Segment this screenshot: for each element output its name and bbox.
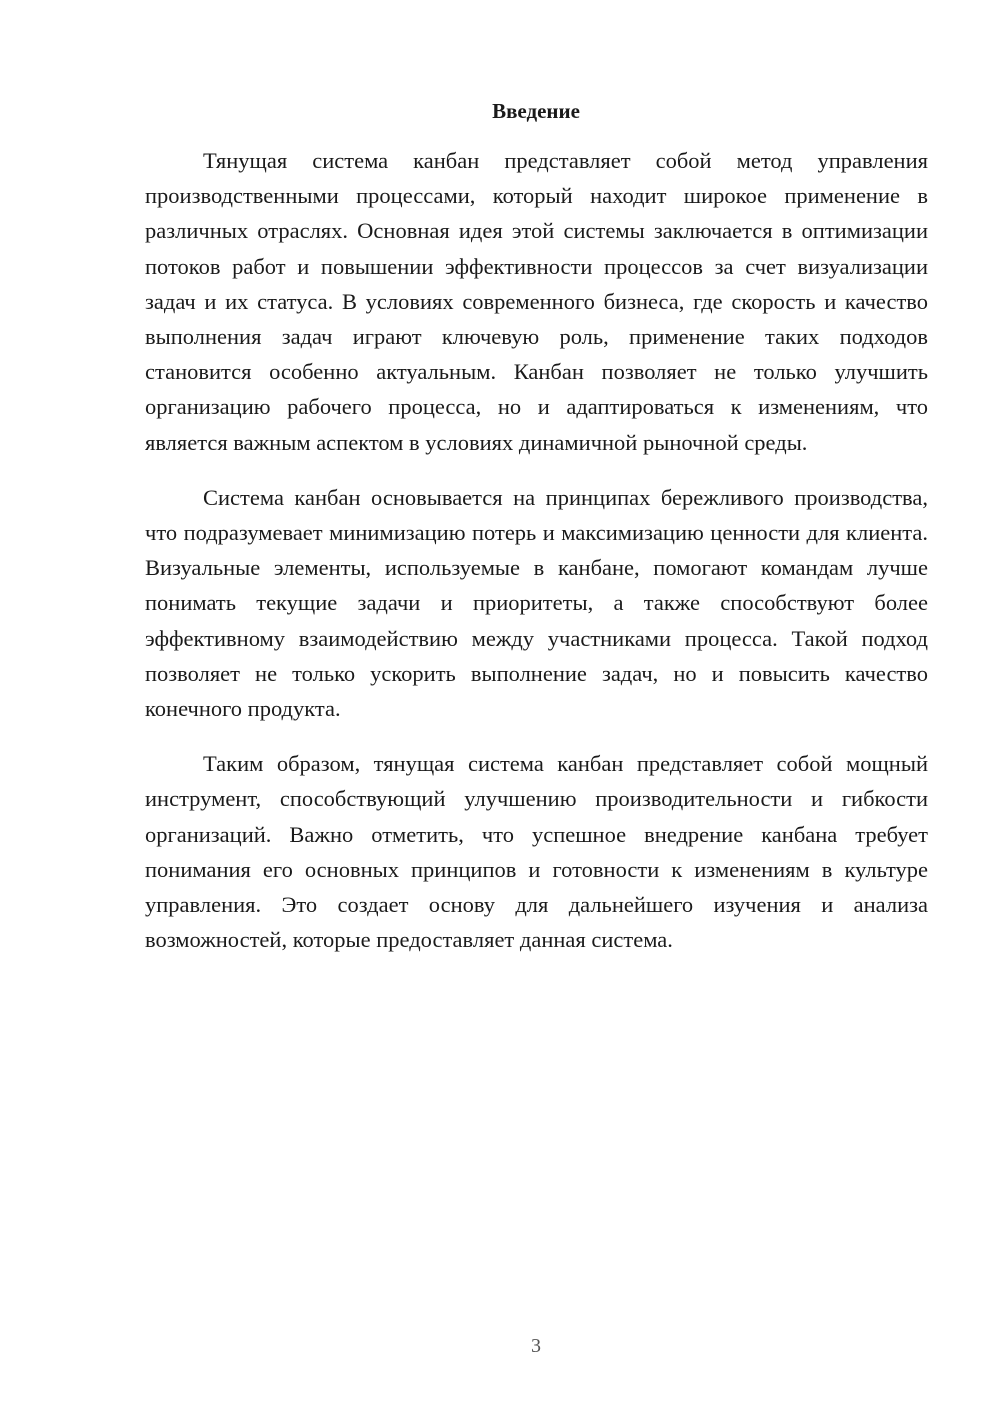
section-title: Введение [492,99,580,123]
page-number: 3 [531,1335,541,1357]
paragraph-1: Тянущая система канбан представляет собой метод управления производственными процессами, который находит широкое применение в различных отраслях. Основная идея этой системы заключается в оптимизации потоков работ и повышении эффективности процессов за счет визуализации задач и их статуса. В условиях современного бизнеса, где скорость и качество выполнения задач играют ключевую роль, применение таких подходов становится особенно актуальным. Канбан позволяет не только улучшить организацию рабочего процесса, но и адаптироваться к изменениям, что является важным аспектом в условиях динамичной рыночной среды. [145,148,928,455]
paragraph-2: Система канбан основывается на принципах бережливого производства, что подразумевает минимизацию потерь и максимизацию ценности для клиента. Визуальные элементы, используемые в канбане, помогают командам лучше понимать текущие задачи и приоритеты, а также способствуют более эффективному взаимодействию между участниками процесса. Такой подход позволяет не только ускорить выполнение задач, но и повысить качество конечного продукта. [145,484,928,722]
body-text [145,143,928,977]
paragraph-3: Таким образом, тянущая система канбан представляет собой мощный инструмент, способствующий улучшению производительности и гибкости организаций. Важно отметить, что успешное внедрение канбана требует понимания его основных принципов и готовности к изменениям в культуре управления. Это создает основу для дальнейшего изучения и анализа возможностей, которые предоставляет данная система. [145,751,928,953]
